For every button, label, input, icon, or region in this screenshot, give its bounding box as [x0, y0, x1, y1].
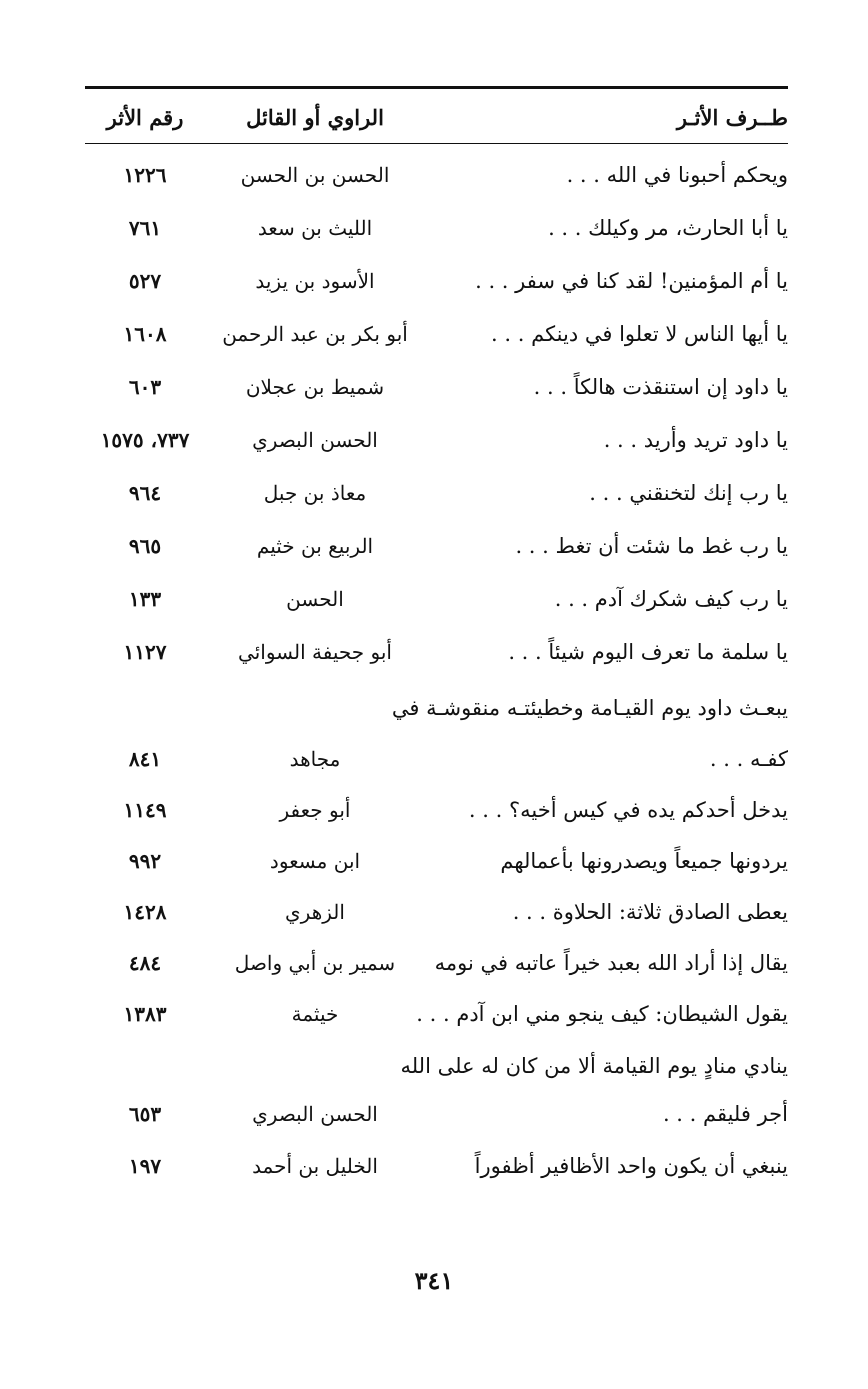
athar-number: ٥٢٧: [128, 269, 162, 293]
athar-text: يا داود تريد وأريد . . .: [603, 428, 788, 452]
athar-text: يعطى الصادق ثلاثة: الحلاوة . . .: [512, 900, 788, 924]
athar-number: ١٣٣: [128, 587, 162, 611]
rawi-name: الزهري: [285, 900, 345, 924]
table-row: [85, 314, 788, 354]
table-row: [85, 526, 788, 566]
rawi-name: أبو جحيفة السوائي: [238, 640, 392, 664]
rawi-name: سمير بن أبي واصل: [234, 951, 396, 975]
athar-number: ١٣٨٣: [123, 1002, 167, 1026]
header-rule: [85, 143, 788, 144]
athar-number: ٩٦٥: [128, 534, 162, 558]
table-row: [85, 632, 788, 672]
top-rule: [85, 86, 788, 89]
athar-number: ٦٥٣: [128, 1102, 162, 1126]
athar-number: ٩٩٢: [128, 849, 162, 873]
rawi-name: الخليل بن أحمد: [252, 1154, 378, 1178]
table-row: [85, 579, 788, 619]
athar-number: [85, 688, 205, 728]
athar-text: كفـه . . .: [709, 747, 788, 771]
table-row: [85, 208, 788, 248]
athar-number: ٨٤١: [128, 747, 162, 771]
rawi-name: أبو بكر بن عبد الرحمن: [222, 322, 408, 346]
athar-text: ينادي منادٍ يوم القيامة ألا من كان له على الله: [400, 1054, 788, 1078]
rawi-name: الربيع بن خثيم: [256, 534, 374, 558]
athar-number: ١٩٧: [128, 1154, 162, 1178]
header-number: رقم الأثر: [106, 105, 184, 130]
athar-text: يا داود إن استنقذت هالكاً . . .: [533, 375, 788, 399]
page-number: ٣٤١: [414, 1266, 454, 1295]
table-row: [85, 892, 788, 932]
rawi-name: معاذ بن جبل: [263, 481, 367, 505]
table-row: [85, 739, 788, 779]
athar-number: ١٦٠٨: [123, 322, 167, 346]
athar-number: [85, 1046, 205, 1086]
header-athar: طــرف الأثـر: [676, 105, 788, 130]
table-row: [85, 367, 788, 407]
athar-text: يبعـث داود يوم القيـامة وخطيئتـه منقوشـة في: [391, 696, 788, 720]
athar-number: ٧٣٧، ١٥٧٥: [100, 428, 190, 452]
rawi-name: أبو جعفر: [279, 798, 351, 822]
athar-text: يقول الشيطان: كيف ينجو مني ابن آدم . . .: [416, 1002, 788, 1026]
rawi-name: الليث بن سعد: [257, 216, 373, 240]
athar-number: ١٤٢٨: [123, 900, 167, 924]
athar-text: يا سلمة ما تعرف اليوم شيئاً . . .: [508, 640, 788, 664]
rawi-name: الأسود بن يزيد: [255, 269, 375, 293]
rawi-name: الحسن البصري: [252, 1102, 378, 1126]
rawi-name: الحسن: [286, 587, 344, 611]
athar-number: ١١٤٩: [123, 798, 167, 822]
athar-text: ويحكم أحبونا في الله . . .: [566, 163, 788, 187]
athar-text: يا رب كيف شكرك آدم . . .: [554, 587, 788, 611]
table-row: [85, 1146, 788, 1186]
athar-number: ١٢٢٦: [123, 163, 167, 187]
table-row: [85, 790, 788, 830]
table-row: [85, 841, 788, 881]
athar-text: يا أبا الحارث، مر وكيلك . . .: [548, 216, 788, 240]
rawi-name: [205, 1046, 425, 1086]
header-rawi: الراوي أو القائل: [246, 105, 384, 130]
athar-text: يدخل أحدكم يده في كيس أخيه؟ . . .: [468, 798, 788, 822]
rawi-name: الحسن البصري: [252, 428, 378, 452]
table-row: [85, 943, 788, 983]
athar-text: يا أم المؤمنين! لقد كنا في سفر . . .: [475, 269, 788, 293]
rawi-name: خيثمة: [291, 1002, 339, 1026]
athar-number: ٦٠٣: [128, 375, 162, 399]
rawi-name: مجاهد: [289, 747, 341, 771]
rawi-name: شميط بن عجلان: [245, 375, 385, 399]
athar-text: يا أيها الناس لا تعلوا في دينكم . . .: [491, 322, 788, 346]
athar-text: يردونها جميعاً ويصدرونها بأعمالهم: [500, 849, 788, 873]
athar-text: يا رب غط ما شئت أن تغط . . .: [515, 534, 788, 558]
table-header: [85, 98, 788, 138]
table-row: [85, 261, 788, 301]
athar-text: ينبغي أن يكون واحد الأظافير أظفوراً: [474, 1154, 788, 1178]
athar-text: يا رب إنك لتخنقني . . .: [589, 481, 788, 505]
table-row: [85, 1094, 788, 1134]
athar-number: ١١٢٧: [123, 640, 167, 664]
table-row: [85, 1046, 788, 1086]
rawi-name: الحسن بن الحسن: [240, 163, 390, 187]
table-row: [85, 473, 788, 513]
rawi-name: [205, 688, 425, 728]
rawi-name: ابن مسعود: [269, 849, 361, 873]
table-row: [85, 994, 788, 1034]
athar-text: يقال إذا أراد الله بعبد خيراً عاتبه في نومه: [434, 951, 788, 975]
athar-text: أجر فليقم . . .: [662, 1102, 788, 1126]
table-row: [85, 155, 788, 195]
athar-number: ٧٦١: [128, 216, 162, 240]
athar-number: ٤٨٤: [128, 951, 162, 975]
athar-number: ٩٦٤: [128, 481, 162, 505]
table-row: [85, 420, 788, 460]
table-row: [85, 688, 788, 728]
